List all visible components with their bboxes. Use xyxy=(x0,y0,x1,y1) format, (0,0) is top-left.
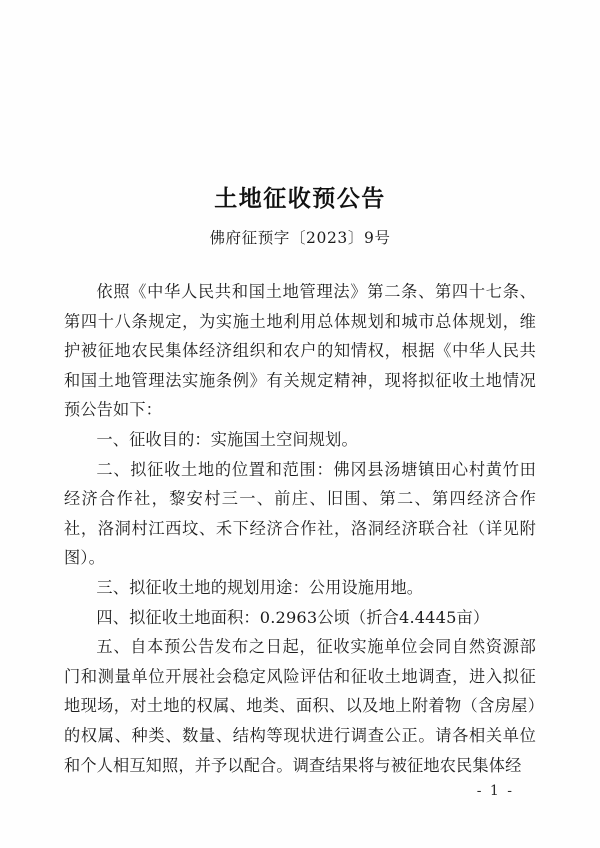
document-content xyxy=(64,277,536,780)
paragraph-item-3: 三、拟征收土地的规划用途：公用设施用地。 xyxy=(96,577,424,597)
document-body xyxy=(64,0,536,848)
document-subtitle: 佛府征预字〔2023〕9号 xyxy=(209,229,391,247)
paragraph-item-4: 四、拟征收土地面积：0.2963公顷（折合4.4445亩） xyxy=(96,607,490,627)
page-number: - 1 - xyxy=(476,783,514,799)
paragraph-item-2: 二、拟征收土地的位置和范围：佛冈县汤塘镇田心村黄竹田经济合作社，黎安村三一、前庄、旧围、第二、第四经济合作社，洛洞村江西坟、禾下经济合作社，洛洞经济联合社（详见附图）。 xyxy=(64,459,536,568)
paragraph-preamble: 依照《中华人民共和国土地管理法》第二条、第四十七条、第四十八条规定，为实施土地利用总体规划和城市总体规划，维护被征地农民集体经济组织和农户的知情权，根据《中华人民共和国土地管理法实施条例》有关规定精神，现将拟征收土地情况预公告如下： xyxy=(64,282,536,420)
paragraph-item-5: 五、自本预公告发布之日起，征收实施单位会同自然资源部门和测量单位开展社会稳定风险评估和征收土地调查，进入拟征地现场，对土地的权属、地类、面积、以及地上附着物（含房屋）的权属、种类、数量、结构等现状进行调查公正。请各相关单位和个人相互知照，并予以配合。调查结果将与被征地农民集体经 xyxy=(64,637,536,775)
document-title: 土地征收预公告 xyxy=(214,185,386,212)
paragraph-item-1: 一、征收目的：实施国土空间规划。 xyxy=(96,429,358,449)
